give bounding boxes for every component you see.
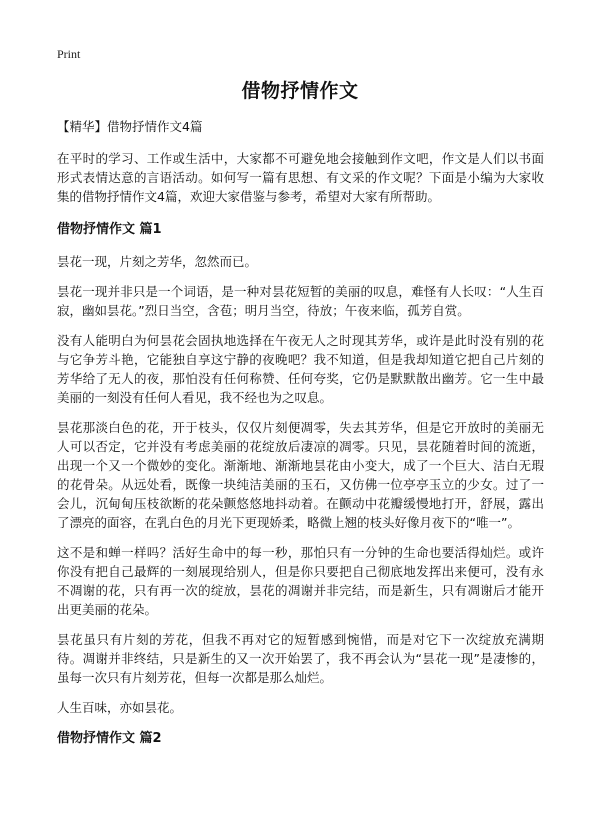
paragraph: 昙花虽只有片刻的芳花，但我不再对它的短暂感到惋惜，而是对它下一次绽放充满期待。凋谢并非终结，只是新生的又一次开始罢了，我不再会认为“昙花一现”是凄惨的，虽每一次只有片刻芳花，但每一次都是那么灿烂。 — [57, 632, 544, 685]
article-tagline: 【精华】借物抒情作文4篇 — [57, 119, 203, 134]
intro-paragraph: 在平时的学习、工作或生活中，大家都不可避免地会接触到作文吧，作文是人们以书面形式表情达意的言语活动。如何写一篇有思想、有文采的作文呢？下面是小编为大家收集的借物抒情作文4篇，欢迎大家借鉴与参考，希望对大家有所帮助。 — [57, 151, 544, 204]
page-title: 借物抒情作文 — [241, 80, 359, 102]
paragraph: 昙花那淡白色的花，开于枝头，仅仅片刻便凋零，失去其芳华，但是它开放时的美丽无人可以否定，它并没有考虑美丽的花绽放后凄凉的凋零。只见，昙花随着时间的流逝，出现一个又一个微妙的变化。渐渐地、渐渐地昙花由小变大，成了一个巨大、洁白无瑕的花骨朵。从远处看，既像一块纯洁美丽的玉石，又仿佛一位亭亭玉立的少女。过了一会儿，沉甸甸压枝欲断的花朵颤悠悠地抖动着。在颤动中花瓣缓慢地打开，舒展，露出了漂亮的面容，在乳白色的月光下更现娇柔，略微上翘的枝头好像月夜下的“唯一”。 — [57, 420, 544, 530]
print-link[interactable]: Print — [57, 47, 81, 61]
article-body — [57, 118, 544, 761]
section-heading-1: 借物抒情作文 篇1 — [57, 222, 162, 237]
paragraph: 没有人能明白为何昙花会固执地选择在午夜无人之时现其芳华，或许是此时没有别的花与它争芳斗艳，它能独自享这宁静的夜晚吧？我不知道，但是我却知道它把自己片刻的芳华给了无人的夜，那怕没有任何称赞、任何夸奖，它仍是默默散出幽芳。它一生中最美丽的一刻没有任何人看见，我不经也为之叹息。 — [57, 333, 544, 405]
paragraph: 昙花一现并非只是一个词语，是一种对昙花短暂的美丽的叹息，难怪有人长叹：“人生百寂，幽如昙花。”烈日当空，含苞；明月当空，待放；午夜来临，孤芳自赏。 — [57, 284, 544, 318]
paragraph: 这不是和蝉一样吗？活好生命中的每一秒，那怕只有一分钟的生命也要活得灿烂。或许你没有把自己最辉的一刻展现给别人，但是你只要把自己彻底地发挥出来便可，没有永不凋谢的花，只有再一次的绽放，昙花的凋谢并非完结，而是新生，只有凋谢后才能开出更美丽的花朵。 — [57, 545, 544, 617]
paragraph: 昙花一现，片刻之芳华，忽然而已。 — [57, 254, 258, 269]
section-heading-2: 借物抒情作文 篇2 — [57, 731, 162, 746]
paragraph: 人生百味，亦如昙花。 — [57, 700, 183, 715]
